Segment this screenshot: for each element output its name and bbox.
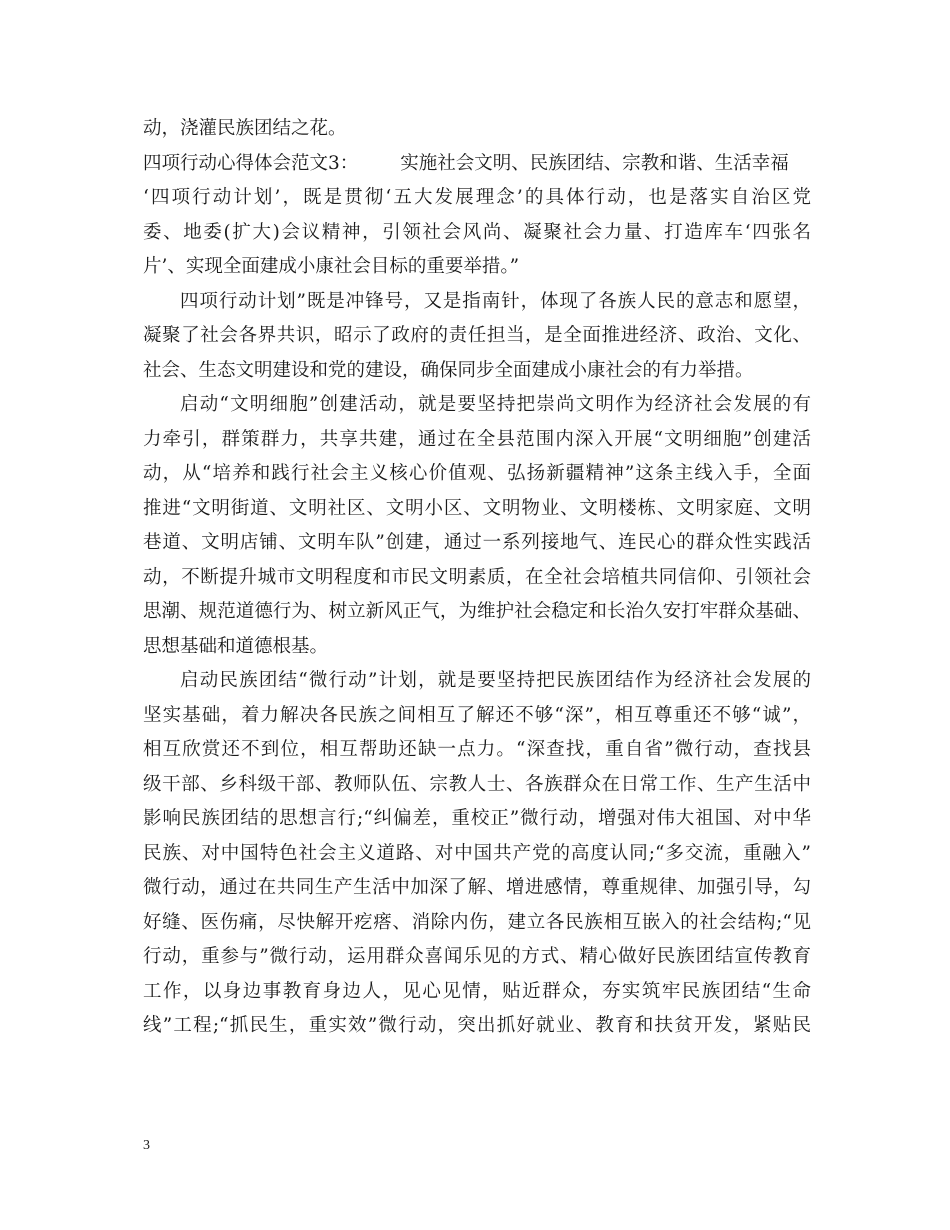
text-line: 民族、对中国特色社会主义道路、对中国共产党的高度认同;“多交流，重融入” <box>143 842 811 864</box>
page-number: 3 <box>143 1138 150 1153</box>
text-line: 四项行动计划”既是冲锋号，又是指南针，体现了各族人民的意志和愿望， <box>180 290 811 312</box>
text-line: 微行动，通过在共同生产生活中加深了解、增进感情，尊重规律、加强引导，勾 <box>143 877 811 898</box>
section-heading-text: 实施社会文明、民族团结、宗教和谐、生活幸福 <box>400 152 789 174</box>
text-line: 动，浇灌民族团结之花。 <box>143 118 347 139</box>
text-line: 启动民族团结“微行动”计划，就是要坚持把民族团结作为经济社会发展的 <box>180 670 811 691</box>
text-line: 线”工程;“抓民生，重实效”微行动，突出抓好就业、教育和扶贫开发，紧贴民 <box>143 1015 811 1036</box>
text-line: 动，不断提升城市文明程度和市民文明素质，在全社会培植共同信仰、引领社会 <box>143 566 811 588</box>
text-line: 思想基础和道德根基。 <box>143 635 329 657</box>
text-line: 片’、实现全面建成小康社会目标的重要举措。” <box>143 256 520 277</box>
section-heading-line <box>143 147 811 182</box>
section-heading-label: 四项行动心得体会范文3： <box>143 152 359 174</box>
text-line: 启动“文明细胞”创建活动，就是要坚持把崇尚文明作为经济社会发展的有 <box>180 394 811 415</box>
text-line: 思潮、规范道德行为、树立新风正气，为维护社会稳定和长治久安打牢群众基础、 <box>143 601 811 622</box>
text-line: 级干部、乡科级干部、教师队伍、宗教人士、各族群众在日常工作、生产生活中 <box>143 773 811 795</box>
text-line: 巷道、文明店铺、文明车队”创建，通过一系列接地气、连民心的群众性实践活 <box>143 532 811 553</box>
text-line: 凝聚了社会各界共识，昭示了政府的责任担当，是全面推进经济、政治、文化、 <box>143 325 811 346</box>
text-line: 行动，重参与”微行动，运用群众喜闻乐见的方式、精心做好民族团结宣传教育 <box>143 946 811 967</box>
text-line: 社会、生态文明建设和党的建设，确保同步全面建成小康社会的有力举措。 <box>143 359 754 381</box>
document-body <box>143 112 811 1044</box>
text-line: 工作，以身边事教育身边人，见心见情，贴近群众，夯实筑牢民族团结“生命 <box>143 980 811 1002</box>
text-line: 动，从“培养和践行社会主义核心价值观、弘扬新疆精神”这条主线入手，全面 <box>143 463 811 484</box>
text-line: 力牵引，群策群力，共享共建，通过在全县范围内深入开展“文明细胞”创建活 <box>143 428 811 450</box>
text-line: 委、地委(扩大)会议精神，引领社会风尚、凝聚社会力量、打造库车‘四张名 <box>143 221 811 243</box>
text-line: 好缝、医伤痛，尽快解开疙瘩、消除内伤，建立各民族相互嵌入的社会结构;“见 <box>143 911 811 933</box>
text-line: 坚实基础，着力解决各民族之间相互了解还不够“深”，相互尊重还不够“诚”， <box>143 704 811 726</box>
text-line: 推进“文明街道、文明社区、文明小区、文明物业、文明楼栋、文明家庭、文明 <box>143 497 811 519</box>
text-line: 相互欣赏还不到位，相互帮助还缺一点力。“深查找，重自省”微行动，查找县 <box>143 739 811 760</box>
text-line: 影响民族团结的思想言行;“纠偏差，重校正”微行动，增强对伟大祖国、对中华 <box>143 808 811 829</box>
text-line: ‘四项行动计划’，既是贯彻‘五大发展理念’的具体行动，也是落实自治区党 <box>143 187 811 208</box>
